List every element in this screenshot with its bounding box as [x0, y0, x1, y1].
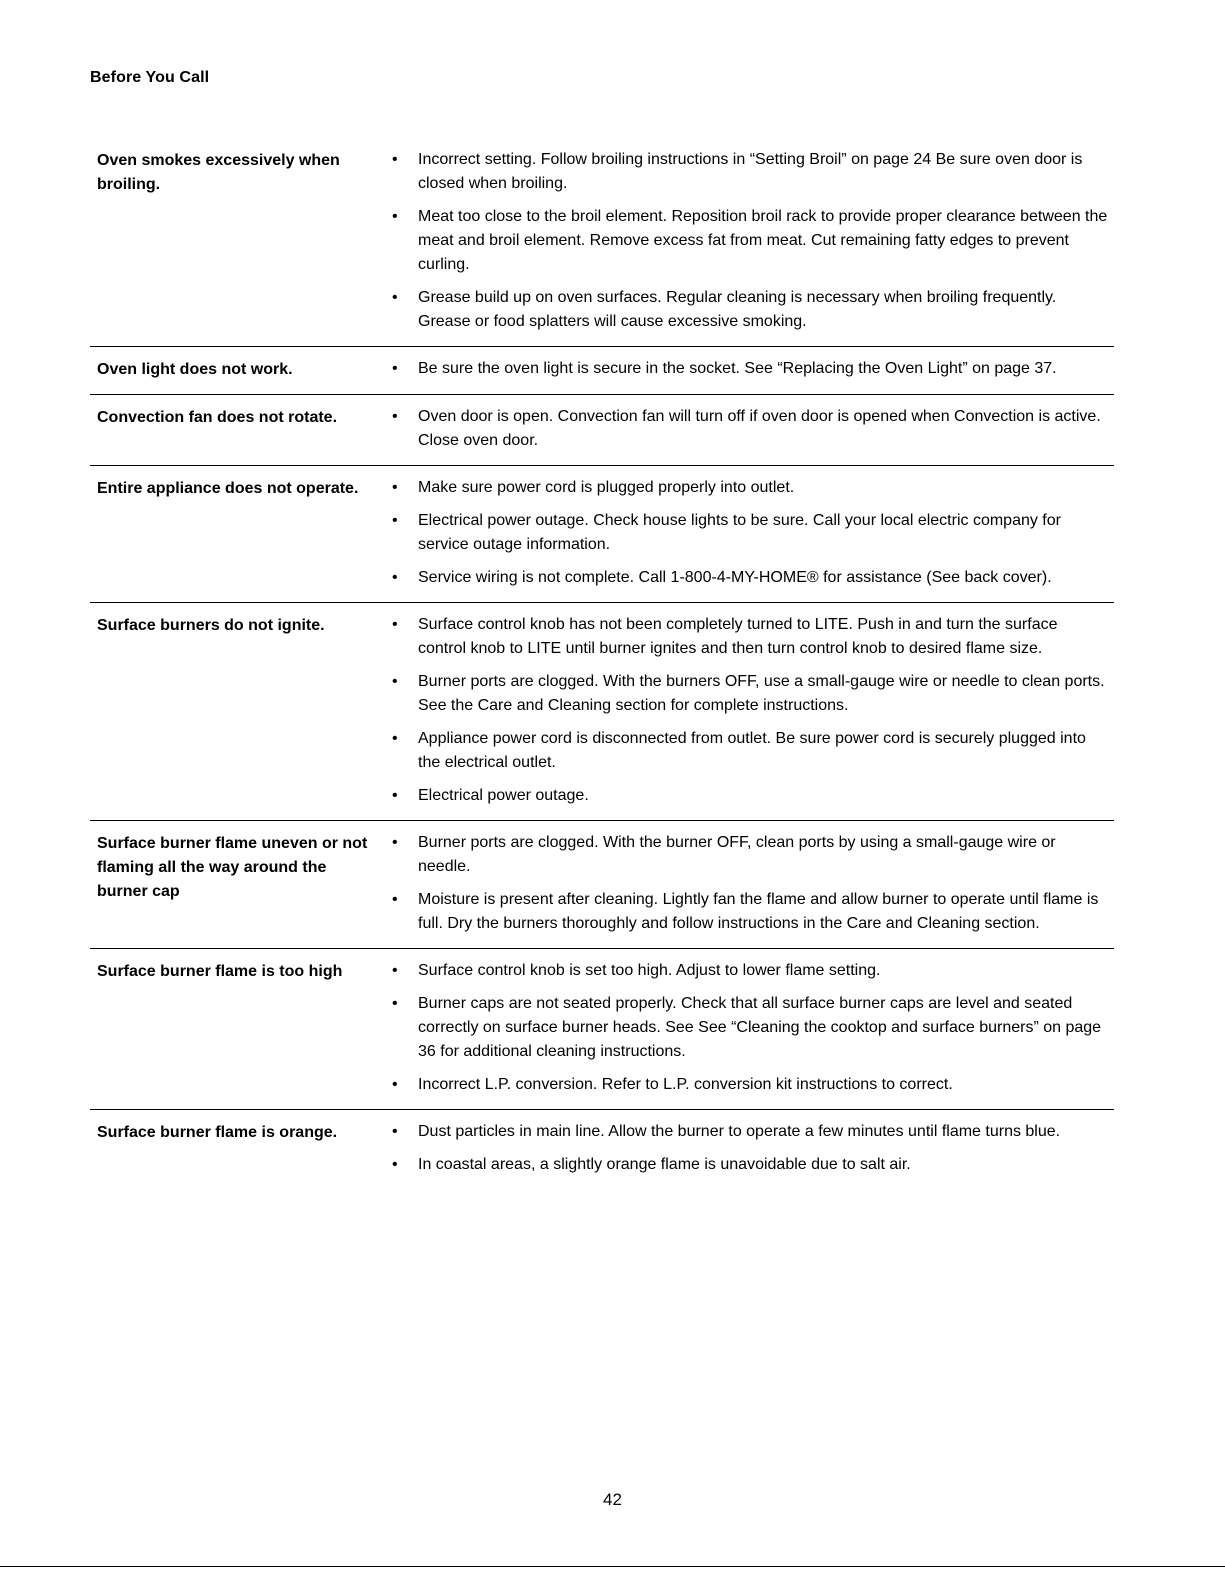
solution-item [375, 1073, 1114, 1097]
page-title: Before You Call [90, 69, 210, 86]
solution-item [375, 959, 1114, 983]
solution-list [375, 405, 1114, 453]
solution-list [375, 613, 1114, 808]
solution-item [375, 670, 1114, 718]
solution-text: Appliance power cord is disconnected from outlet. Be sure power cord is securely plugged into the electrical outlet. [418, 730, 1086, 771]
solution-item [375, 566, 1114, 590]
bullet-icon: • [392, 787, 398, 804]
bullet-icon: • [392, 289, 398, 306]
solution-item [375, 286, 1114, 334]
solution-list [375, 959, 1114, 1097]
table-row [90, 611, 1114, 821]
bullet-icon: • [392, 834, 398, 851]
solution-text: Burner ports are clogged. With the burners OFF, use a small-gauge wire or needle to clean ports. See the Care and Cleaning section for complete instructions. [418, 673, 1105, 714]
troubleshooting-table [90, 146, 1114, 1197]
solution-item [375, 784, 1114, 808]
solution-item [375, 613, 1114, 661]
problem-label: Surface burner flame is orange. [97, 1124, 338, 1141]
solution-item [375, 509, 1114, 557]
solution-list [375, 1120, 1114, 1177]
problem-label: Convection fan does not rotate. [97, 409, 338, 426]
solution-text: Electrical power outage. Check house lights to be sure. Call your local electric company for service outage information. [418, 512, 1061, 553]
table-row [90, 1118, 1114, 1189]
solution-item [375, 1153, 1114, 1177]
solution-text: Surface control knob has not been completely turned to LITE. Push in and turn the surface control knob to LITE until burner ignites and then turn control knob to desired flame size. [418, 616, 1058, 657]
table-row [90, 957, 1114, 1110]
bullet-icon: • [392, 1123, 398, 1140]
bullet-icon: • [392, 151, 398, 168]
bullet-icon: • [392, 673, 398, 690]
table-row [90, 474, 1114, 603]
bullet-icon: • [392, 360, 398, 377]
solution-list [375, 357, 1114, 381]
bullet-icon: • [392, 1156, 398, 1173]
solution-list [375, 148, 1114, 334]
solution-text: Moisture is present after cleaning. Lightly fan the flame and allow burner to operate until flame is full. Dry the burners thoroughly and follow instructions in the Care and Cleaning section. [418, 891, 1099, 932]
solution-text: Meat too close to the broil element. Reposition broil rack to provide proper clearance between the meat and broil element. Remove excess fat from meat. Cut remaining fatty edges to prevent curling. [418, 208, 1108, 273]
solution-item [375, 405, 1114, 453]
solution-text: Dust particles in main line. Allow the burner to operate a few minutes until flame turns blue. [418, 1123, 1061, 1140]
page-bottom-divider [0, 1566, 1225, 1567]
solution-item [375, 205, 1114, 277]
solution-text: Grease build up on oven surfaces. Regular cleaning is necessary when broiling frequently. Grease or food splatters will cause excessive smoking. [418, 289, 1057, 330]
bullet-icon: • [392, 408, 398, 425]
solution-text: Oven door is open. Convection fan will turn off if oven door is opened when Convection is active. Close oven door. [418, 408, 1101, 449]
bullet-icon: • [392, 962, 398, 979]
solution-text: Surface control knob is set too high. Adjust to lower flame setting. [418, 962, 881, 979]
solution-text: Burner ports are clogged. With the burner OFF, clean ports by using a small-gauge wire or needle. [418, 834, 1056, 875]
problem-label: Surface burner flame is too high [97, 963, 343, 980]
solution-text: Service wiring is not complete. Call 1-800-4-MY-HOME® for assistance (See back cover). [418, 569, 1052, 586]
table-row [90, 146, 1114, 347]
solution-text: Electrical power outage. [418, 787, 589, 804]
solution-item [375, 888, 1114, 936]
bullet-icon: • [392, 569, 398, 586]
solution-item [375, 357, 1114, 381]
solution-list [375, 476, 1114, 590]
problem-label: Surface burner flame uneven or not flaming all the way around the burner cap [97, 835, 368, 900]
bullet-icon: • [392, 730, 398, 747]
solution-text: Make sure power cord is plugged properly into outlet. [418, 479, 795, 496]
problem-label: Oven smokes excessively when broiling. [97, 152, 340, 193]
table-row [90, 403, 1114, 466]
bullet-icon: • [392, 512, 398, 529]
problem-label: Oven light does not work. [97, 361, 293, 378]
solution-text: Burner caps are not seated properly. Check that all surface burner caps are level and seated correctly on surface burner heads. See See “Cleaning the cooktop and surface burners” on page 36 for additional cleaning instructions. [418, 995, 1102, 1060]
solution-item [375, 1120, 1114, 1144]
bullet-icon: • [392, 1076, 398, 1093]
bullet-icon: • [392, 616, 398, 633]
solution-item [375, 148, 1114, 196]
bullet-icon: • [392, 995, 398, 1012]
solution-item [375, 476, 1114, 500]
solution-text: Be sure the oven light is secure in the socket. See “Replacing the Oven Light” on page 37. [418, 360, 1057, 377]
problem-label: Surface burners do not ignite. [97, 617, 325, 634]
bullet-icon: • [392, 479, 398, 496]
solution-list [375, 831, 1114, 936]
solution-item [375, 831, 1114, 879]
solution-item [375, 727, 1114, 775]
table-row [90, 829, 1114, 949]
bullet-icon: • [392, 208, 398, 225]
problem-label: Entire appliance does not operate. [97, 480, 359, 497]
solution-text: Incorrect setting. Follow broiling instructions in “Setting Broil” on page 24 Be sure oven door is closed when broiling. [418, 151, 1083, 192]
solution-item [375, 992, 1114, 1064]
solution-text: In coastal areas, a slightly orange flame is unavoidable due to salt air. [418, 1156, 911, 1173]
table-row [90, 355, 1114, 395]
bullet-icon: • [392, 891, 398, 908]
page-number: 42 [603, 1490, 622, 1509]
solution-text: Incorrect L.P. conversion. Refer to L.P. conversion kit instructions to correct. [418, 1076, 953, 1093]
